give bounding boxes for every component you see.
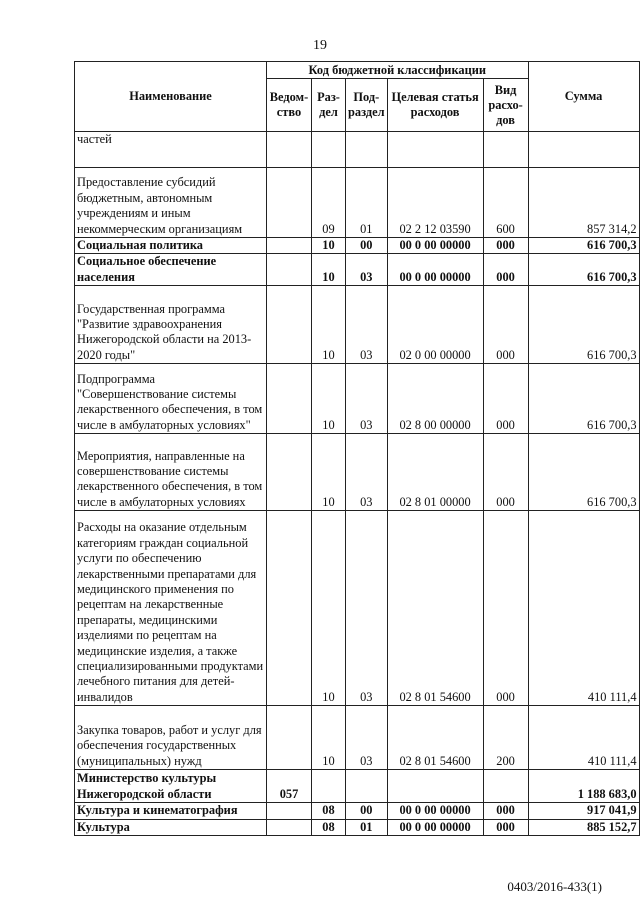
row-name: Культура bbox=[75, 819, 267, 835]
row-celevaya-statya: 02 8 00 00000 bbox=[387, 364, 483, 434]
table-row bbox=[75, 434, 640, 511]
row-name: Предоставление субсидий бюджетным, автономным учреждениям и иным некоммерческим организациям bbox=[75, 168, 267, 238]
row-celevaya-statya: 02 8 01 00000 bbox=[387, 434, 483, 511]
row-vedomstvo bbox=[267, 254, 312, 286]
table-row bbox=[75, 706, 640, 770]
header-summa: Сумма bbox=[528, 62, 639, 132]
row-name: Расходы на оказание отдельным категориям граждан социальной услуги по обеспечению лекарственными препаратами для медицинского применения по рецептам на лекарственные препараты, медицинскими изделиями по рецептам на медицинские изделия, а также специализированными продуктами лечебного питания для детей-инвалидов bbox=[75, 511, 267, 706]
row-celevaya-statya: 00 0 00 00000 bbox=[387, 819, 483, 835]
row-podrazdel: 03 bbox=[346, 706, 388, 770]
row-podrazdel: 01 bbox=[346, 819, 388, 835]
row-summa: 857 314,2 bbox=[528, 168, 639, 238]
table-row bbox=[75, 286, 640, 364]
header-celevaya-statya: Целевая статья расходов bbox=[387, 79, 483, 132]
table-row bbox=[75, 238, 640, 254]
row-name: Государственная программа "Развитие здравоохранения Нижегородской области на 2013-2020 годы" bbox=[75, 286, 267, 364]
row-vedomstvo bbox=[267, 238, 312, 254]
row-name: Социальное обеспечение населения bbox=[75, 254, 267, 286]
row-vedomstvo bbox=[267, 706, 312, 770]
table-row bbox=[75, 132, 640, 168]
row-vid-rashodov: 000 bbox=[483, 819, 528, 835]
row-summa: 616 700,3 bbox=[528, 286, 639, 364]
row-vedomstvo bbox=[267, 132, 312, 168]
row-podrazdel: 03 bbox=[346, 434, 388, 511]
row-summa bbox=[528, 132, 639, 168]
header-razdel: Раз-дел bbox=[312, 79, 346, 132]
row-podrazdel bbox=[346, 132, 388, 168]
row-vid-rashodov: 200 bbox=[483, 706, 528, 770]
row-name: частей bbox=[75, 132, 267, 168]
row-vedomstvo bbox=[267, 434, 312, 511]
row-razdel: 08 bbox=[312, 819, 346, 835]
row-summa: 616 700,3 bbox=[528, 434, 639, 511]
row-vedomstvo bbox=[267, 819, 312, 835]
row-celevaya-statya: 00 0 00 00000 bbox=[387, 254, 483, 286]
row-vid-rashodov: 000 bbox=[483, 803, 528, 819]
row-summa: 885 152,7 bbox=[528, 819, 639, 835]
row-summa: 1 188 683,0 bbox=[528, 770, 639, 803]
table-row bbox=[75, 803, 640, 819]
row-celevaya-statya: 02 2 12 03590 bbox=[387, 168, 483, 238]
row-razdel: 10 bbox=[312, 286, 346, 364]
row-summa: 917 041,9 bbox=[528, 803, 639, 819]
row-vid-rashodov bbox=[483, 770, 528, 803]
row-celevaya-statya: 02 0 00 00000 bbox=[387, 286, 483, 364]
row-name: Мероприятия, направленные на совершенствование системы лекарственного обеспечения, в том числе в амбулаторных условиях bbox=[75, 434, 267, 511]
budget-classification-table bbox=[74, 61, 640, 836]
row-summa: 616 700,3 bbox=[528, 364, 639, 434]
row-podrazdel: 01 bbox=[346, 168, 388, 238]
row-name: Подпрограмма "Совершенствование системы лекарственного обеспечения, в том числе в амбулаторных условиях" bbox=[75, 364, 267, 434]
row-vid-rashodov bbox=[483, 132, 528, 168]
row-podrazdel: 00 bbox=[346, 238, 388, 254]
row-razdel: 10 bbox=[312, 511, 346, 706]
table-row bbox=[75, 254, 640, 286]
row-podrazdel: 03 bbox=[346, 511, 388, 706]
table-row bbox=[75, 819, 640, 835]
row-razdel: 10 bbox=[312, 364, 346, 434]
row-celevaya-statya: 02 8 01 54600 bbox=[387, 706, 483, 770]
row-vedomstvo bbox=[267, 511, 312, 706]
row-celevaya-statya: 00 0 00 00000 bbox=[387, 238, 483, 254]
row-vedomstvo bbox=[267, 168, 312, 238]
header-podrazdel: Под-раздел bbox=[346, 79, 388, 132]
row-vid-rashodov: 600 bbox=[483, 168, 528, 238]
row-razdel: 08 bbox=[312, 803, 346, 819]
row-summa: 616 700,3 bbox=[528, 254, 639, 286]
row-vedomstvo bbox=[267, 364, 312, 434]
row-razdel: 09 bbox=[312, 168, 346, 238]
row-podrazdel: 03 bbox=[346, 286, 388, 364]
row-celevaya-statya: 02 8 01 54600 bbox=[387, 511, 483, 706]
header-name: Наименование bbox=[75, 62, 267, 132]
row-vid-rashodov: 000 bbox=[483, 364, 528, 434]
row-razdel: 10 bbox=[312, 238, 346, 254]
header-budget-code-group: Код бюджетной классификации bbox=[267, 62, 529, 79]
row-razdel: 10 bbox=[312, 434, 346, 511]
row-name: Культура и кинематография bbox=[75, 803, 267, 819]
row-vid-rashodov: 000 bbox=[483, 511, 528, 706]
page-number: 19 bbox=[313, 38, 327, 53]
row-razdel: 10 bbox=[312, 254, 346, 286]
table-row bbox=[75, 511, 640, 706]
row-name: Социальная политика bbox=[75, 238, 267, 254]
row-name: Закупка товаров, работ и услуг для обеспечения государственных (муниципальных) нужд bbox=[75, 706, 267, 770]
row-razdel bbox=[312, 132, 346, 168]
row-podrazdel: 03 bbox=[346, 364, 388, 434]
header-vedomstvo: Ведом-ство bbox=[267, 79, 312, 132]
row-razdel: 10 bbox=[312, 706, 346, 770]
row-vedomstvo: 057 bbox=[267, 770, 312, 803]
row-vid-rashodov: 000 bbox=[483, 238, 528, 254]
row-vedomstvo bbox=[267, 803, 312, 819]
header-vid-rashodov: Вид расхо-дов bbox=[483, 79, 528, 132]
row-name: Министерство культуры Нижегородской области bbox=[75, 770, 267, 803]
row-summa: 616 700,3 bbox=[528, 238, 639, 254]
row-vid-rashodov: 000 bbox=[483, 254, 528, 286]
table-row bbox=[75, 364, 640, 434]
table-row bbox=[75, 770, 640, 803]
document-code: 0403/2016-433(1) bbox=[507, 879, 602, 894]
row-summa: 410 111,4 bbox=[528, 706, 639, 770]
row-vedomstvo bbox=[267, 286, 312, 364]
row-celevaya-statya: 00 0 00 00000 bbox=[387, 803, 483, 819]
row-podrazdel bbox=[346, 770, 388, 803]
table-row bbox=[75, 168, 640, 238]
row-vid-rashodov: 000 bbox=[483, 286, 528, 364]
row-podrazdel: 00 bbox=[346, 803, 388, 819]
row-summa: 410 111,4 bbox=[528, 511, 639, 706]
row-razdel bbox=[312, 770, 346, 803]
row-podrazdel: 03 bbox=[346, 254, 388, 286]
row-vid-rashodov: 000 bbox=[483, 434, 528, 511]
row-celevaya-statya bbox=[387, 770, 483, 803]
row-celevaya-statya bbox=[387, 132, 483, 168]
